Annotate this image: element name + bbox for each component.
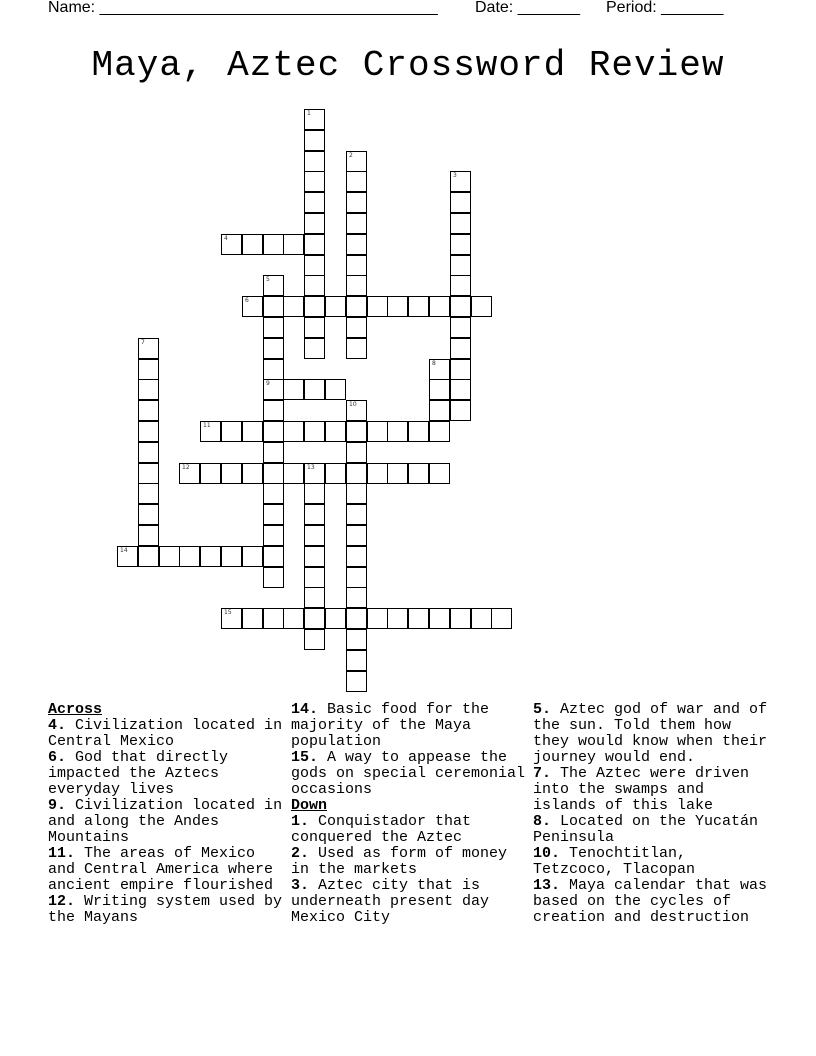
- crossword-cell[interactable]: [283, 421, 304, 442]
- crossword-cell[interactable]: [491, 608, 512, 629]
- crossword-cell[interactable]: [263, 608, 284, 629]
- crossword-cell[interactable]: [242, 463, 263, 484]
- crossword-cell[interactable]: [159, 546, 180, 567]
- crossword-cell[interactable]: [346, 317, 367, 338]
- crossword-cell[interactable]: [450, 296, 471, 317]
- crossword-cell[interactable]: [346, 275, 367, 296]
- crossword-cell[interactable]: [367, 608, 388, 629]
- crossword-cell[interactable]: [263, 483, 284, 504]
- clue-down-5: 5. Aztec god of war and of the sun. Told them how they would know when their journey would end.: [533, 701, 768, 766]
- clue-down-2: 2. Used as form of money in the markets: [291, 845, 508, 878]
- crossword-cell[interactable]: [138, 546, 159, 567]
- crossword-cell[interactable]: [387, 421, 408, 442]
- crossword-cell[interactable]: [138, 525, 159, 546]
- crossword-cell[interactable]: [450, 275, 471, 296]
- period-field[interactable]: Period: _______: [606, 0, 724, 16]
- crossword-cell[interactable]: [450, 608, 471, 629]
- clue-number-label: 5: [266, 276, 270, 283]
- crossword-cell[interactable]: [263, 567, 284, 588]
- crossword-cell[interactable]: [346, 213, 367, 234]
- clue-down-1: 1. Conquistador that conquered the Aztec: [291, 813, 472, 846]
- clue-down-10: 10. Tenochtitlan, Tetzcoco, Tlacopan: [533, 845, 696, 878]
- crossword-cell[interactable]: [242, 608, 263, 629]
- crossword-cell[interactable]: [304, 192, 325, 213]
- crossword-cell[interactable]: [304, 504, 325, 525]
- crossword-cell[interactable]: [304, 587, 325, 608]
- crossword-cell[interactable]: [408, 608, 429, 629]
- clue-number-label: 15: [224, 609, 232, 616]
- crossword-cell[interactable]: [346, 442, 367, 463]
- clue-number-label: 4: [224, 235, 228, 242]
- clue-down-7: 7. The Aztec were driven into the swamps and islands of this lake: [533, 765, 750, 814]
- crossword-cell[interactable]: [387, 296, 408, 317]
- crossword-cell[interactable]: [304, 608, 325, 629]
- clue-across-9: 9. Civilization located in and along the Andes Mountains: [48, 797, 283, 846]
- crossword-cell[interactable]: [221, 421, 242, 442]
- clue-number-label: 12: [182, 464, 190, 471]
- clue-number-label: 3: [453, 172, 457, 179]
- crossword-cell[interactable]: [304, 379, 325, 400]
- clue-number-label: 6: [245, 297, 249, 304]
- clue-down-3: 3. Aztec city that is underneath present day Mexico City: [291, 877, 490, 926]
- crossword-cell[interactable]: [304, 213, 325, 234]
- clue-number-label: 9: [266, 380, 270, 387]
- crossword-cell[interactable]: [304, 546, 325, 567]
- crossword-cell[interactable]: [429, 359, 450, 380]
- crossword-cell[interactable]: [221, 546, 242, 567]
- clue-down-13: 13. Maya calendar that was based on the cycles of creation and destruction: [533, 877, 768, 926]
- crossword-cell[interactable]: [346, 629, 367, 650]
- crossword-cell[interactable]: [450, 359, 471, 380]
- crossword-cell[interactable]: [304, 525, 325, 546]
- crossword-cell[interactable]: [325, 379, 346, 400]
- crossword-cell[interactable]: [346, 296, 367, 317]
- clue-column-3: [533, 702, 768, 926]
- crossword-cell[interactable]: [138, 359, 159, 380]
- crossword-cell[interactable]: [325, 463, 346, 484]
- across-heading: Across: [48, 701, 103, 718]
- crossword-cell[interactable]: [304, 483, 325, 504]
- crossword-cell[interactable]: [408, 296, 429, 317]
- crossword-cell[interactable]: [304, 109, 325, 130]
- crossword-cell[interactable]: [138, 463, 159, 484]
- crossword-cell[interactable]: [429, 400, 450, 421]
- crossword-cell[interactable]: [346, 192, 367, 213]
- crossword-cell[interactable]: [346, 171, 367, 192]
- crossword-cell[interactable]: [387, 463, 408, 484]
- crossword-cell[interactable]: [283, 296, 304, 317]
- crossword-cell[interactable]: [138, 338, 159, 359]
- crossword-cell[interactable]: [429, 608, 450, 629]
- crossword-cell[interactable]: [242, 234, 263, 255]
- crossword-cell[interactable]: [200, 546, 221, 567]
- crossword-cell[interactable]: [450, 338, 471, 359]
- crossword-cell[interactable]: [200, 421, 221, 442]
- crossword-cell[interactable]: [283, 234, 304, 255]
- crossword-cell[interactable]: [304, 317, 325, 338]
- clue-number-label: 7: [141, 339, 145, 346]
- crossword-cell[interactable]: [346, 483, 367, 504]
- crossword-cell[interactable]: [138, 379, 159, 400]
- crossword-cell[interactable]: [346, 608, 367, 629]
- clue-number-label: 10: [349, 401, 357, 408]
- clue-number-label: 2: [349, 152, 353, 159]
- crossword-cell[interactable]: [346, 504, 367, 525]
- crossword-cell[interactable]: [304, 255, 325, 276]
- clue-down-8: 8. Located on the Yucatán Peninsula: [533, 813, 759, 846]
- page-title: Maya, Aztec Crossword Review: [91, 45, 725, 86]
- crossword-cell[interactable]: [263, 317, 284, 338]
- crossword-cell[interactable]: [346, 546, 367, 567]
- crossword-cell[interactable]: [263, 463, 284, 484]
- crossword-cell[interactable]: [263, 234, 284, 255]
- crossword-cell[interactable]: [179, 546, 200, 567]
- crossword-cell[interactable]: [283, 608, 304, 629]
- crossword-cell[interactable]: [346, 671, 367, 692]
- clue-column-2: [291, 702, 526, 926]
- down-heading: Down: [291, 797, 328, 814]
- crossword-cell[interactable]: [263, 421, 284, 442]
- clue-number-label: 1: [307, 110, 311, 117]
- crossword-cell[interactable]: [346, 525, 367, 546]
- crossword-cell[interactable]: [450, 379, 471, 400]
- crossword-cell[interactable]: [429, 296, 450, 317]
- crossword-cell[interactable]: [138, 442, 159, 463]
- crossword-cell[interactable]: [408, 463, 429, 484]
- clue-across-4: 4. Civilization located in Central Mexico: [48, 717, 283, 750]
- crossword-cell[interactable]: [346, 463, 367, 484]
- crossword-cell[interactable]: [138, 504, 159, 525]
- crossword-cell[interactable]: [450, 234, 471, 255]
- crossword-cell[interactable]: [221, 463, 242, 484]
- clue-across-14: 14. Basic food for the majority of the Maya population: [291, 701, 490, 750]
- clue-across-11: 11. The areas of Mexico and Central America where ancient empire flourished: [48, 845, 274, 894]
- date-field[interactable]: Date: _______: [475, 0, 580, 16]
- crossword-cell[interactable]: [242, 296, 263, 317]
- crossword-cell[interactable]: [325, 421, 346, 442]
- crossword-cell[interactable]: [304, 234, 325, 255]
- crossword-cell[interactable]: [304, 629, 325, 650]
- crossword-cell[interactable]: [304, 338, 325, 359]
- crossword-cell[interactable]: [263, 546, 284, 567]
- crossword-cell[interactable]: [387, 608, 408, 629]
- crossword-cell[interactable]: [450, 213, 471, 234]
- crossword-cell[interactable]: [429, 379, 450, 400]
- crossword-cell[interactable]: [263, 379, 284, 400]
- crossword-cell[interactable]: [263, 525, 284, 546]
- crossword-cell[interactable]: [346, 587, 367, 608]
- crossword-cell[interactable]: [408, 421, 429, 442]
- crossword-cell[interactable]: [346, 421, 367, 442]
- crossword-cell[interactable]: [304, 151, 325, 172]
- clue-across-6: 6. God that directly impacted the Aztecs everyday lives: [48, 749, 229, 798]
- clue-number-label: 13: [307, 464, 315, 471]
- crossword-cell[interactable]: [283, 379, 304, 400]
- crossword-cell[interactable]: [346, 338, 367, 359]
- crossword-cell[interactable]: [346, 400, 367, 421]
- crossword-cell[interactable]: [283, 463, 304, 484]
- crossword-cell[interactable]: [346, 650, 367, 671]
- crossword-cell[interactable]: [304, 130, 325, 151]
- crossword-cell[interactable]: [450, 171, 471, 192]
- crossword-cell[interactable]: [367, 296, 388, 317]
- crossword-cell[interactable]: [304, 275, 325, 296]
- crossword-cell[interactable]: [429, 463, 450, 484]
- clue-number-label: 11: [203, 422, 211, 429]
- crossword-cell[interactable]: [304, 421, 325, 442]
- crossword-cell[interactable]: [325, 296, 346, 317]
- crossword-cell[interactable]: [367, 463, 388, 484]
- crossword-cell[interactable]: [138, 421, 159, 442]
- crossword-cell[interactable]: [346, 234, 367, 255]
- crossword-cell[interactable]: [346, 567, 367, 588]
- crossword-cell[interactable]: [242, 421, 263, 442]
- crossword-cell[interactable]: [242, 546, 263, 567]
- crossword-cell[interactable]: [471, 608, 492, 629]
- crossword-cell[interactable]: [263, 442, 284, 463]
- crossword-cell[interactable]: [304, 567, 325, 588]
- clue-across-15: 15. A way to appease the gods on special ceremonial occasions: [291, 749, 526, 798]
- crossword-cell[interactable]: [263, 296, 284, 317]
- crossword-cell[interactable]: [450, 400, 471, 421]
- crossword-cell[interactable]: [263, 504, 284, 525]
- crossword-cell[interactable]: [304, 463, 325, 484]
- clue-number-label: 14: [120, 547, 128, 554]
- crossword-cell[interactable]: [304, 171, 325, 192]
- crossword-cell[interactable]: [429, 421, 450, 442]
- crossword-cell[interactable]: [221, 608, 242, 629]
- clue-number-label: 8: [432, 360, 436, 367]
- crossword-cell[interactable]: [450, 317, 471, 338]
- crossword-cell[interactable]: [346, 255, 367, 276]
- crossword-cell[interactable]: [450, 192, 471, 213]
- crossword-cell[interactable]: [346, 151, 367, 172]
- crossword-cell[interactable]: [179, 463, 200, 484]
- crossword-cell[interactable]: [450, 255, 471, 276]
- name-field[interactable]: Name: ______________________________________: [48, 0, 438, 16]
- crossword-cell[interactable]: [471, 296, 492, 317]
- crossword-cell[interactable]: [138, 400, 159, 421]
- crossword-cell[interactable]: [367, 421, 388, 442]
- crossword-cell[interactable]: [221, 234, 242, 255]
- crossword-cell[interactable]: [200, 463, 221, 484]
- clue-column-1: [48, 702, 283, 926]
- clue-across-12: 12. Writing system used by the Mayans: [48, 893, 283, 926]
- crossword-cell[interactable]: [304, 296, 325, 317]
- crossword-cell[interactable]: [263, 338, 284, 359]
- crossword-cell[interactable]: [263, 359, 284, 380]
- crossword-cell[interactable]: [263, 275, 284, 296]
- crossword-cell[interactable]: [117, 546, 138, 567]
- crossword-cell[interactable]: [263, 400, 284, 421]
- crossword-cell[interactable]: [138, 483, 159, 504]
- crossword-cell[interactable]: [325, 608, 346, 629]
